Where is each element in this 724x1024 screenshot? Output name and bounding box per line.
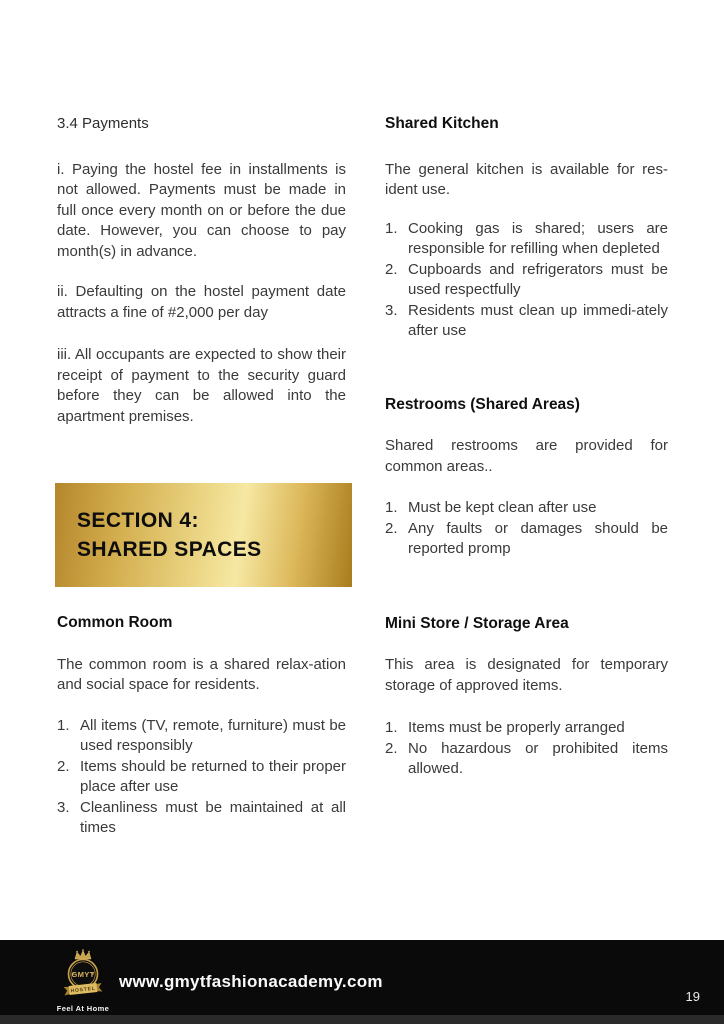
left-column: [57, 114, 346, 839]
list-item: [57, 757, 346, 798]
common-room-intro: The common room is a shared relax-ation and social space for residents.: [57, 655, 346, 693]
shared-kitchen-heading: Shared Kitchen: [385, 115, 499, 132]
footer-bottom-strip: [0, 1015, 724, 1024]
logo-sub-text: HOSTEL: [70, 985, 96, 995]
list-item: [385, 301, 668, 342]
list-item-text: No hazardous or prohibited items allowed.: [408, 739, 668, 777]
list-item-number: 2.: [385, 519, 398, 537]
banner-title-line1: SECTION 4:: [77, 509, 199, 532]
spacer: [385, 342, 668, 395]
common-room-list: [57, 716, 346, 839]
list-item: [385, 718, 668, 739]
list-item-number: 1.: [385, 499, 398, 516]
logo-brand-text: GMYT: [71, 969, 95, 979]
list-item: [385, 519, 668, 560]
list-item-number: 3.: [57, 798, 70, 816]
restrooms-heading: Restrooms (Shared Areas): [385, 395, 580, 413]
list-item-text: Items should be returned to their proper place after use: [80, 757, 346, 795]
payments-paragraph-ii: ii. Defaulting on the hostel payment date attracts a fine of #2,000 per day: [57, 283, 346, 321]
ministore-list: [385, 718, 668, 780]
right-column: [385, 114, 668, 839]
ministore-intro: This area is designated for temporary storage of approved items.: [385, 656, 668, 694]
payments-paragraph-iii: iii. All occupants are expected to show their receipt of payment to the security guard before they can be allowed into the apartment premises.: [57, 346, 346, 425]
page-number: 19: [685, 989, 700, 1004]
restrooms-list: [385, 498, 668, 560]
list-item-text: All items (TV, remote, furniture) must be used responsibly: [80, 716, 346, 754]
common-room-heading: Common Room: [57, 614, 173, 631]
hostel-logo-icon: [60, 949, 106, 1003]
gmyt-hostel-logo: [56, 949, 110, 1013]
spacer: [385, 560, 668, 614]
payments-heading: 3.4 Payments: [57, 115, 149, 132]
list-item-text: Any faults or damages should be reported promp: [408, 519, 668, 557]
restrooms-intro: Shared restrooms are provided for common areas..: [385, 437, 668, 475]
list-item-text: Cleanliness must be maintained at all times: [80, 798, 346, 836]
list-item-number: 2.: [57, 757, 70, 775]
list-item: [57, 716, 346, 757]
list-item-text: Cooking gas is shared; users are responsible for refilling when depleted: [408, 219, 668, 257]
logo-tagline: Feel At Home: [56, 1004, 110, 1013]
list-item-number: 2.: [385, 739, 398, 757]
list-item-text: Cupboards and refrigerators must be used respectfully: [408, 260, 668, 298]
list-item-text: Residents must clean up immedi-ately after use: [408, 301, 668, 339]
list-item-text: Items must be properly arranged: [408, 719, 625, 736]
list-item-text: Must be kept clean after use: [408, 499, 597, 516]
list-item: [385, 498, 668, 519]
list-item: [385, 260, 668, 301]
list-item-number: 1.: [385, 219, 398, 237]
list-item-number: 2.: [385, 260, 398, 278]
list-item-number: 1.: [57, 716, 70, 734]
banner-title-line2: SHARED SPACES: [77, 538, 262, 561]
section-4-banner: [55, 483, 352, 587]
payments-paragraph-i: i. Paying the hostel fee in installments is not allowed. Payments must be made in full once every month on or before the due date. However, you can choose to pay month(s) in advance.: [57, 160, 346, 260]
list-item: [385, 739, 668, 780]
list-item: [57, 798, 346, 839]
page-footer: [0, 940, 724, 1024]
footer-website-url: www.gmytfashionacademy.com: [119, 972, 383, 991]
shared-kitchen-list: [385, 219, 668, 342]
list-item-number: 3.: [385, 301, 398, 319]
page-content: [57, 114, 668, 839]
spacer: [57, 427, 346, 483]
logo-ribbon: [64, 983, 103, 996]
list-item-number: 1.: [385, 719, 398, 736]
list-item: [385, 219, 668, 260]
shared-kitchen-intro: The general kitchen is available for res-ident use.: [385, 160, 668, 198]
ministore-heading: Mini Store / Storage Area: [385, 614, 569, 632]
